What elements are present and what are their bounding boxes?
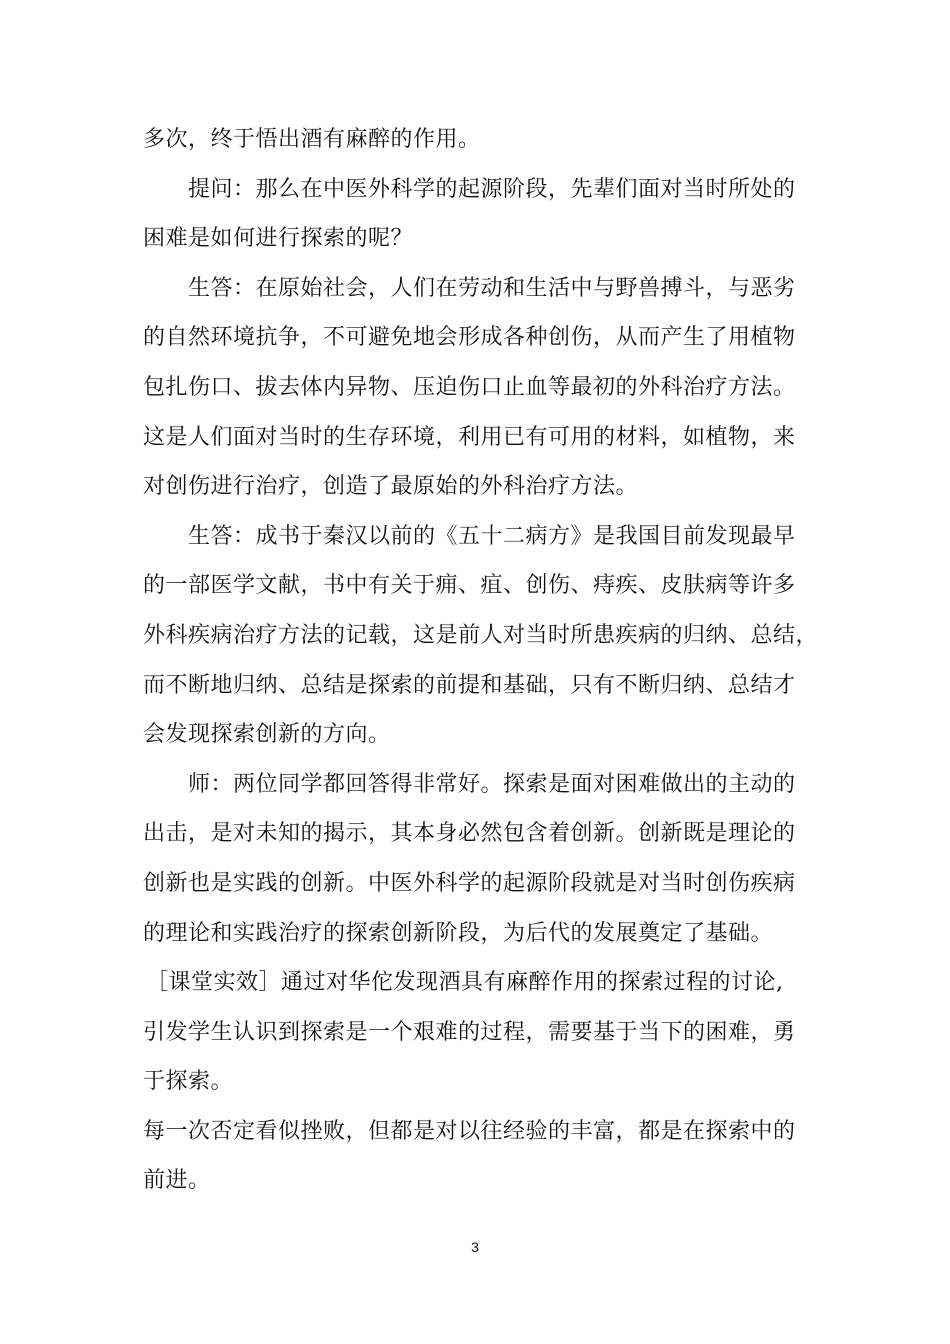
- text-line: 的理论和实践治疗的探索创新阶段，为后代的发展奠定了基础。: [143, 921, 774, 946]
- text-line: 会发现探索创新的方向。: [143, 722, 391, 747]
- text-line: 对创伤进行治疗，创造了最原始的外科治疗方法。: [143, 474, 639, 499]
- text-line: 而不断地归纳、总结是探索的前提和基础，只有不断归纳、总结才: [143, 673, 796, 698]
- text-line: 包扎伤口、拔去体内异物、压迫伤口止血等最初的外科治疗方法。: [143, 375, 796, 400]
- text-line: 困难是如何进行探索的呢？: [143, 226, 414, 251]
- text-line: 出击，是对未知的揭示，其本身必然包含着创新。创新既是理论的: [143, 821, 796, 846]
- text-line: 前进。: [143, 1168, 211, 1193]
- text-line: 于探索。: [143, 1069, 234, 1094]
- text-line: 引发学生认识到探索是一个艰难的过程，需要基于当下的困难，勇: [143, 1020, 796, 1045]
- text-line: 的一部医学文献，书中有关于痈、疽、创伤、痔疾、皮肤病等许多: [143, 573, 796, 598]
- text-line: 师：两位同学都回答得非常好。探索是面对困难做出的主动的: [188, 772, 796, 797]
- text-line: 生答：在原始社会，人们在劳动和生活中与野兽搏斗，与恶劣: [188, 276, 796, 301]
- text-line: 每一次否定看似挫败，但都是对以往经验的丰富，都是在探索中的: [143, 1119, 796, 1144]
- text-line: 创新也是实践的创新。中医外科学的起源阶段就是对当时创伤疾病: [143, 871, 796, 896]
- page-number: 3: [471, 1239, 479, 1255]
- text-line: ［课堂实效］通过对华佗发现酒具有麻醉作用的探索过程的讨论,: [146, 970, 784, 995]
- text-line: 提问：那么在中医外科学的起源阶段，先辈们面对当时所处的: [188, 177, 796, 202]
- text-line: 这是人们面对当时的生存环境，利用已有可用的材料，如植物，来: [143, 425, 796, 450]
- text-line: 生答：成书于秦汉以前的《五十二病方》是我国目前发现最早: [188, 524, 796, 549]
- text-line: 多次，终于悟出酒有麻醉的作用。: [143, 127, 481, 152]
- text-line: 的自然环境抗争，不可避免地会形成各种创伤，从而产生了用植物: [143, 325, 796, 350]
- text-line: 外科疾病治疗方法的记载，这是前人对当时所患疾病的归纳、总结，: [143, 623, 819, 648]
